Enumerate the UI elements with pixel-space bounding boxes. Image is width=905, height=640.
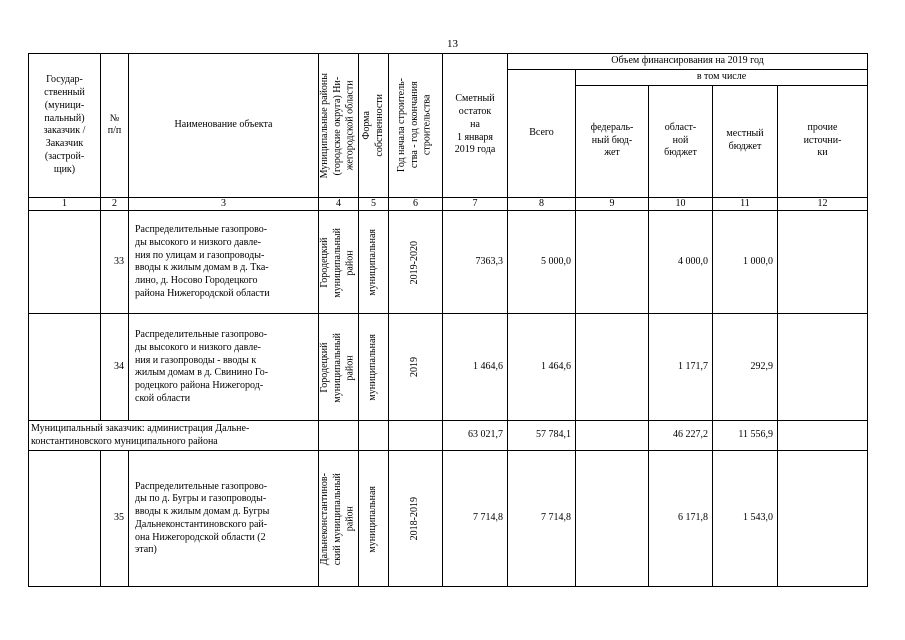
page-number: 13: [447, 38, 458, 50]
row-ownership: муниципальная: [367, 334, 379, 401]
column-number: 12: [778, 197, 868, 211]
row-customer-cell: [29, 211, 101, 314]
subtotal-federal: [576, 421, 649, 451]
header-estimate: Сметный остаток на 1 января 2019 года: [443, 54, 508, 198]
row-customer-cell: [29, 451, 101, 587]
row-district: Дальнеконстантинов- ский муниципальный район: [319, 472, 356, 566]
header-local: местный бюджет: [713, 85, 778, 197]
subtotal-row: [29, 421, 868, 451]
subtotal-local: 11 556,9: [713, 421, 778, 451]
row-years: 2019: [409, 357, 421, 378]
column-number: 7: [443, 197, 508, 211]
column-number: 3: [129, 197, 319, 211]
header-funding: Объем финансирования на 2019 год: [508, 54, 868, 70]
row-customer-cell: [29, 314, 101, 421]
column-number: 4: [319, 197, 359, 211]
column-number: 5: [359, 197, 389, 211]
column-number: 6: [389, 197, 443, 211]
row-local: 1 543,0: [713, 451, 778, 587]
row-other: [778, 314, 868, 421]
row-years: 2018-2019: [409, 497, 421, 541]
row-object-name: Распределительные газопрово- ды по д. Бугры и газопроводы- вводы к жилым домам д. Бугры Дальнеконстантиновского рай- она Нижегородской области (2 этап): [129, 451, 319, 587]
row-total: 1 464,6: [508, 314, 576, 421]
row-total: 7 714,8: [508, 451, 576, 587]
subtotal-regional: 46 227,2: [649, 421, 713, 451]
row-number: 33: [101, 211, 129, 314]
row-estimate: 1 464,6: [443, 314, 508, 421]
row-regional: 6 171,8: [649, 451, 713, 587]
row-federal: [576, 211, 649, 314]
row-other: [778, 211, 868, 314]
header-total: Всего: [508, 69, 576, 197]
row-ownership: муниципальная: [367, 229, 379, 296]
table-row: [29, 211, 868, 314]
row-object-name: Распределительные газопрово- ды высокого и низкого давле- ния по улицам и газопроводы- вводы к жилым домам в д. Тка- лино, д. Носово Городецкого района Нижегородской области: [129, 211, 319, 314]
row-regional: 1 171,7: [649, 314, 713, 421]
subtotal-total: 57 784,1: [508, 421, 576, 451]
row-ownership: муниципальная: [367, 485, 379, 553]
header-including: в том числе: [576, 69, 868, 85]
row-number: 35: [101, 451, 129, 587]
row-federal: [576, 451, 649, 587]
header-other: прочие источни- ки: [778, 85, 868, 197]
column-number: 8: [508, 197, 576, 211]
subtotal-empty-cell: [319, 421, 359, 451]
row-number: 34: [101, 314, 129, 421]
financing-table: [28, 53, 868, 587]
row-local: 292,9: [713, 314, 778, 421]
row-local: 1 000,0: [713, 211, 778, 314]
header-object-name: Наименование объекта: [129, 54, 319, 198]
header-ownership: Форма собственности: [360, 94, 385, 157]
table-row: [29, 451, 868, 587]
header-federal: федераль- ный бюд- жет: [576, 85, 649, 197]
column-number: 2: [101, 197, 129, 211]
header-number: № п/п: [101, 54, 129, 198]
row-regional: 4 000,0: [649, 211, 713, 314]
row-estimate: 7 714,8: [443, 451, 508, 587]
row-district: Городецкий муниципальный район: [319, 332, 356, 403]
subtotal-empty-cell: [389, 421, 443, 451]
row-object-name: Распределительные газопрово- ды высокого и низкого давле- ния и газопроводы - вводы к жилым домам в д. Свинино Го- родецкого района Нижегород- ской области: [129, 314, 319, 421]
table-row: [29, 314, 868, 421]
column-number: 11: [713, 197, 778, 211]
row-estimate: 7363,3: [443, 211, 508, 314]
subtotal-estimate: 63 021,7: [443, 421, 508, 451]
row-other: [778, 451, 868, 587]
column-number: 10: [649, 197, 713, 211]
subtotal-label: Муниципальный заказчик: администрация Дальне- константиновского муниципального района: [29, 421, 319, 451]
subtotal-empty-cell: [359, 421, 389, 451]
header-years: Год начала строитель- ства - год окончания строительства: [396, 78, 433, 173]
row-total: 5 000,0: [508, 211, 576, 314]
row-years: 2019-2020: [409, 240, 421, 285]
column-number: 9: [576, 197, 649, 211]
header-regional: област- ной бюджет: [649, 85, 713, 197]
header-customer: Государ- ственный (муници- пальный) заказчик / Заказчик (застрой- щик): [29, 54, 101, 198]
subtotal-other: [778, 421, 868, 451]
row-federal: [576, 314, 649, 421]
header-districts: Муниципальные районы (городские округа) Ни- жегородской области: [319, 72, 356, 178]
row-district: Городецкий муниципальный район: [319, 227, 356, 298]
column-number: 1: [29, 197, 101, 211]
